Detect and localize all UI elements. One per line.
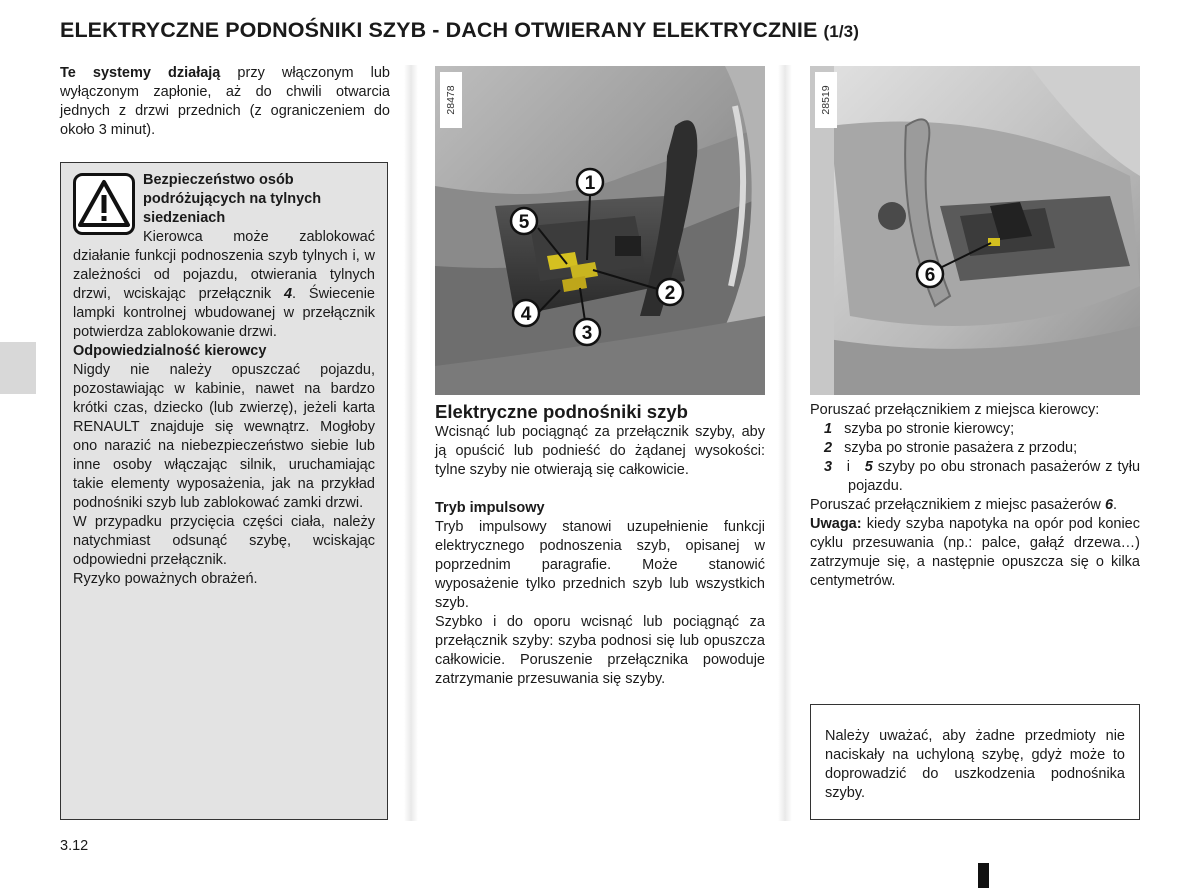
- controls-section: Poruszać przełącznikiem z miejsca kierowcy: 1 szyba po stronie kierowcy; 2 szyba po stronie pasażera z przodu; 3 i 5 szyby po obu stronach pasażerów z tyłu pojazdu. Poruszać przełącznikiem z miejsc pasażerów 6. Uwaga: kiedy szyba napotyka na opór pod koniec cyklu przesuwania (np.: palce, gałąź drzewa…) zatrzymuje się, a następnie opuszcza się o kilka centymetrów.: [810, 402, 1141, 589]
- figure-id: 28478: [440, 72, 462, 128]
- figure-window-switches-driver: [435, 66, 765, 395]
- list-item: 2 szyba po stronie pasażera z przodu;: [824, 440, 1078, 456]
- door-panel-illustration: [435, 66, 765, 395]
- callout-4: [513, 300, 539, 326]
- caution-box: Należy uważać, aby żadne przedmioty nie naciskały na uchyloną szybę, gdyż może to doprowadzić do uszkodzenia podnośnika szyby.: [810, 704, 1140, 820]
- callout-6: [917, 261, 943, 287]
- warning-triangle-icon: [73, 173, 135, 235]
- svg-text:5: 5: [518, 212, 530, 233]
- figure-window-switch-passenger: [810, 66, 1140, 395]
- page-indicator: (1/3): [823, 22, 859, 41]
- svg-text:4: 4: [520, 304, 532, 325]
- passenger-door-illustration: [810, 66, 1140, 395]
- list-item: 1 szyba po stronie kierowcy;: [824, 421, 1015, 437]
- column-divider: [404, 65, 418, 821]
- callout-1: [577, 169, 603, 195]
- svg-text:2: 2: [664, 283, 676, 304]
- windows-section: Elektryczne podnośniki szyb Wcisnąć lub pociągnąć za przełącznik szyby, aby ją opuścić lub podnieść do żądanej wysokości: tylne szyby nie otwierają się całkowicie. Tryb impulsowy Tryb impulsowy stanowi uzupełnienie funkcji elektrycznego podnoszenia szyb, opisanej w poprzednim paragrafie. Może stanowić wyposażenie tylko przednich szyb lub wszystkich szyb. Szybko i do oporu wcisnąć lub pociągnąć za przełącznik szyby: szyba podnosi się lub opuszcza całkowicie. Poruszenie przełącznika powoduje zatrzymanie przesuwania się szyby.: [435, 401, 765, 687]
- callout-2: [657, 279, 683, 305]
- warning-pinch: W przypadku przycięcia części ciała, należy natychmiast odsunąć szybę, wciskając odpowiedni przełącznik.: [73, 514, 375, 568]
- svg-text:6: 6: [924, 265, 936, 286]
- svg-text:3: 3: [581, 323, 593, 344]
- note-paragraph: Uwaga: kiedy szyba napotyka na opór pod koniec cyklu przesuwania (np.: palce, gałąź drzewa…) zatrzymuje się, a następnie opuszcza się o kilka centymetrów.: [810, 516, 1140, 589]
- list-item: 3 i 5 szyby po obu stronach pasażerów z tyłu pojazdu.: [824, 459, 1141, 494]
- callout-5: [511, 208, 537, 234]
- column-divider: [778, 65, 792, 821]
- warning-body: Kierowca może zablokować działanie funkcji podnoszenia szyb tylnych i, w zależności od pojazdu, otwierania tylnych drzwi, wciskając przełącznik 4. Świecenie lampki kontrolnej wbudowanej w przełącznik potwierdza zablokowanie drzwi.: [73, 229, 375, 340]
- intro-paragraph: Te systemy działają przy włączonym lub wyłączonym zapłonie, aż do chwili otwarcia jednych z drzwi przednich (z ograniczeniem do około 3 minut).: [60, 65, 390, 138]
- passenger-paragraph: Poruszać przełącznikiem z miejsc pasażerów 6.: [810, 497, 1118, 513]
- warning-risk: Ryzyko poważnych obrażeń.: [73, 571, 258, 587]
- svg-text:1: 1: [584, 173, 596, 194]
- warning-responsibility: Nigdy nie należy opuszczać pojazdu, pozostawiając w kabinie, nawet na bardzo krótki czas, dziecko (lub zwierzę), jeżeli karta RENAULT znajduje się wewnątrz. Mogłoby ono narazić na niebezpieczeństwo siebie lub inne osoby włączając silnik, uruchamiając takie elementy wyposażenia, jak na przykład podnośniki szyb lub zablokować zamki drzwi.: [73, 362, 375, 511]
- figure-id: 28519: [815, 72, 837, 128]
- page-title: ELEKTRYCZNE PODNOŚNIKI SZYB - DACH OTWIERANY ELEKTRYCZNIE (1/3): [60, 18, 859, 42]
- section-heading: Elektryczne podnośniki szyb: [435, 401, 688, 422]
- warning-subtitle: Odpowiedzialność kierowcy: [73, 343, 267, 359]
- warning-title: Bezpieczeństwo osób podróżujących na tylnych siedzeniach: [143, 172, 322, 226]
- page-number: 3.12: [60, 838, 89, 854]
- impulse-heading: Tryb impulsowy: [435, 500, 545, 516]
- callout-3: [574, 319, 600, 345]
- section-tab: [0, 342, 36, 394]
- warning-box: [60, 162, 388, 820]
- page-edge-marker: [978, 863, 989, 888]
